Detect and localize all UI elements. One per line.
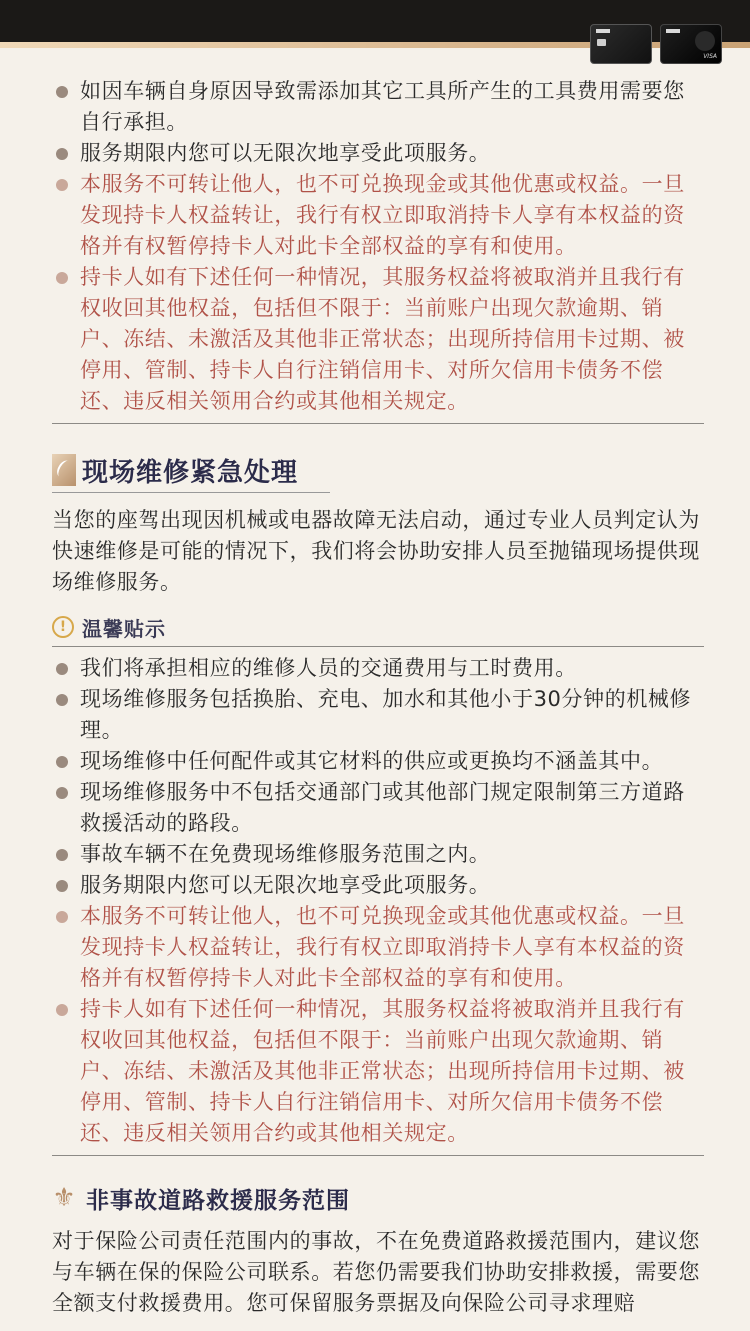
tip-header — [52, 612, 704, 642]
list-item — [52, 746, 704, 777]
list-item-text: 现场维修中任何配件或其它材料的供应或更换均不涵盖其中。 — [80, 749, 664, 773]
bullet-icon — [56, 694, 68, 706]
bullet-icon — [56, 86, 68, 98]
tip-divider — [52, 646, 704, 647]
credit-card-image-1 — [590, 24, 652, 64]
section1-title: 现场维修紧急处理 — [82, 457, 299, 488]
list-item — [52, 839, 704, 870]
list-item — [52, 777, 704, 839]
list-item — [52, 653, 704, 684]
card-emblem — [695, 31, 715, 51]
list-item-text: 如因车辆自身原因导致需添加其它工具所产生的工具费用需要您自行承担。 — [80, 79, 685, 134]
list-item — [52, 684, 704, 746]
bullet-icon — [56, 148, 68, 160]
bullet-icon — [56, 1004, 68, 1016]
list-item — [52, 994, 704, 1149]
list-item — [52, 76, 704, 138]
section2-paragraph: 对于保险公司责任范围内的事故，不在免费道路救援范围内，建议您与车辆在保的保险公司联系。若您仍需要我们协助安排救援，需要您全额支付救援费用。您可保留服务票据及向保险公司寻求理赔 — [52, 1229, 700, 1315]
section1-paragraph: 当您的座驾出现因机械或电器故障无法启动，通过专业人员判定认为快速维修是可能的情况下，我们将会协助安排人员至抛锚现场提供现场维修服务。 — [52, 508, 700, 594]
list-item-text: 现场维修服务包括换胎、充电、加水和其他小于30分钟的机械修理。 — [80, 687, 692, 742]
list-item-text: 本服务不可转让他人，也不可兑换现金或其他优惠或权益。一旦发现持卡人权益转让，我行有权立即取消持卡人享有本权益的资格并有权暂停持卡人对此卡全部权益的享有和使用。 — [80, 904, 685, 990]
list-item — [52, 169, 704, 262]
card-chip — [597, 39, 606, 46]
section1-header — [52, 450, 704, 490]
list-item-text: 我们将承担相应的维修人员的交通费用与工时费用。 — [80, 656, 577, 680]
credit-card-image-2 — [660, 24, 722, 64]
bullet-icon — [56, 880, 68, 892]
list-item-text: 本服务不可转让他人，也不可兑换现金或其他优惠或权益。一旦发现持卡人权益转让，我行有权立即取消持卡人享有本权益的资格并有权暂停持卡人对此卡全部权益的享有和使用。 — [80, 172, 685, 258]
section2-header — [52, 1178, 704, 1218]
bullet-icon — [56, 911, 68, 923]
bullet-icon — [56, 849, 68, 861]
list-item-text: 服务期限内您可以无限次地享受此项服务。 — [80, 873, 491, 897]
bullet-icon — [56, 663, 68, 675]
section-divider — [52, 1155, 704, 1156]
bullet-icon — [56, 756, 68, 768]
fleur-de-lis-icon: ⚜ — [52, 1183, 76, 1213]
list-item — [52, 262, 704, 417]
list-item-text: 现场维修服务中不包括交通部门或其他部门规定限制第三方道路救援活动的路段。 — [80, 780, 685, 835]
card-brand-mark — [596, 29, 610, 33]
top-terms-list — [52, 76, 704, 417]
section1-title-underline — [52, 492, 330, 493]
card-brand-mark — [666, 29, 680, 33]
list-item-text: 持卡人如有下述任何一种情况，其服务权益将被取消并且我行有权收回其他权益，包括但不限于：当前账户出现欠款逾期、销户、冻结、未激活及其他非正常状态；出现所持信用卡过期、被停用、管制、持卡人自行注销信用卡、对所欠信用卡债务不偿还、违反相关领用合约或其他相关规定。 — [80, 265, 685, 413]
list-item-text: 事故车辆不在免费现场维修服务范围之内。 — [80, 842, 491, 866]
list-item — [52, 138, 704, 169]
list-item-text: 持卡人如有下述任何一种情况，其服务权益将被取消并且我行有权收回其他权益，包括但不限于：当前账户出现欠款逾期、销户、冻结、未激活及其他非正常状态；出现所持信用卡过期、被停用、管制、持卡人自行注销信用卡、对所欠信用卡债务不偿还、违反相关领用合约或其他相关规定。 — [80, 997, 685, 1145]
list-item — [52, 901, 704, 994]
list-item-text: 服务期限内您可以无限次地享受此项服务。 — [80, 141, 491, 165]
leaf-icon — [52, 454, 76, 486]
visa-logo: VISA — [703, 53, 717, 60]
bullet-icon — [56, 272, 68, 284]
section1-terms-list — [52, 653, 704, 1149]
bullet-icon — [56, 787, 68, 799]
tip-title: 温馨贴示 — [82, 616, 166, 641]
section2-title: 非事故道路救援服务范围 — [86, 1187, 350, 1214]
warning-icon: ! — [52, 616, 74, 638]
bullet-icon — [56, 179, 68, 191]
main-content — [52, 76, 704, 1319]
list-item — [52, 870, 704, 901]
section-divider — [52, 423, 704, 424]
